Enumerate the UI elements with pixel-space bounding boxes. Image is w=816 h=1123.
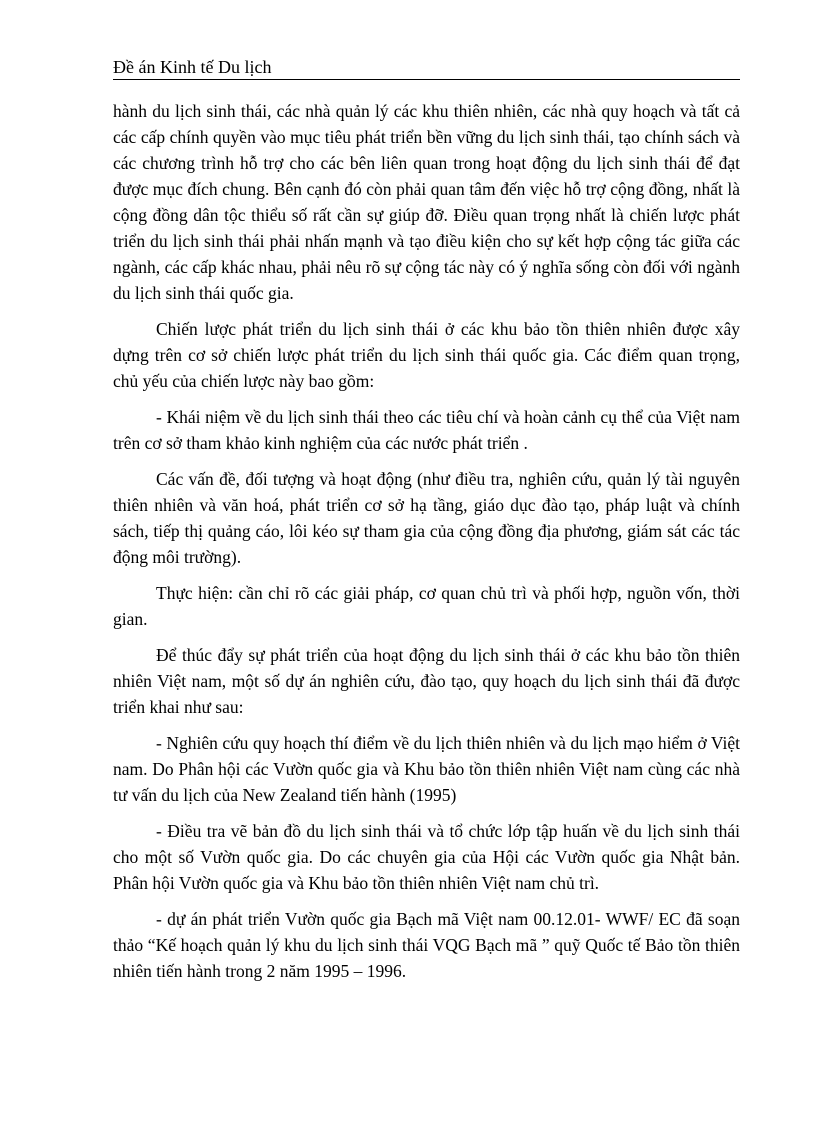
- header-rule: [113, 79, 740, 80]
- paragraph-list-item: - dự án phát triển Vườn quốc gia Bạch mã Việt nam 00.12.01- WWF/ EC đã soạn thảo “Kế hoạch quản lý khu du lịch sinh thái VQG Bạch mã ” quỹ Quốc tế Bảo tồn thiên nhiên tiến hành trong 2 năm 1995 – 1996.: [113, 909, 740, 981]
- paragraph: Thực hiện: cần chỉ rõ các giải pháp, cơ quan chủ trì và phối hợp, nguồn vốn, thời gian.: [113, 583, 740, 629]
- paragraph: Để thúc đẩy sự phát triển của hoạt động du lịch sinh thái ở các khu bảo tồn thiên nhiên Việt nam, một số dự án nghiên cứu, đào tạo, quy hoạch du lịch sinh thái đã được triển khai như sau:: [113, 645, 740, 717]
- paragraph: Các vấn đề, đối tượng và hoạt động (như điều tra, nghiên cứu, quản lý tài nguyên thiên nhiên và văn hoá, phát triển cơ sở hạ tầng, giáo dục đào tạo, pháp luật và chính sách, tiếp thị quảng cáo, lôi kéo sự tham gia của cộng đồng địa phương, giám sát các tác động môi trường).: [113, 469, 740, 567]
- header-title: Đề án Kinh tế Du lịch: [113, 57, 272, 77]
- paragraph-continuation: hành du lịch sinh thái, các nhà quản lý các khu thiên nhiên, các nhà quy hoạch và tất cả các cấp chính quyền vào mục tiêu phát triển bền vững du lịch sinh thái, tạo chính sách và các chương trình hỗ trợ cho các bên liên quan trong hoạt động du lịch sinh thái để đạt được mục đích chung. Bên cạnh đó còn phải quan tâm đến việc hỗ trợ cộng đồng, nhất là cộng đồng dân tộc thiểu số rất cần sự giúp đỡ. Điều quan trọng nhất là chiến lược phát triển du lịch sinh thái phải nhấn mạnh và tạo điều kiện cho sự kết hợp cộng tác giữa các ngành, các cấp khác nhau, phải nêu rõ sự cộng tác này có ý nghĩa sống còn đối với ngành du lịch sinh thái quốc gia.: [113, 101, 740, 303]
- page-header: [113, 56, 740, 80]
- paragraph-list-item: - Điều tra vẽ bản đồ du lịch sinh thái và tổ chức lớp tập huấn về du lịch sinh thái cho một số Vườn quốc gia. Do các chuyên gia của Hội các Vườn quốc gia Nhật bản. Phân hội Vườn quốc gia và Khu bảo tồn thiên nhiên Việt nam chủ trì.: [113, 821, 740, 893]
- document-body: [113, 98, 740, 994]
- paragraph: Chiến lược phát triển du lịch sinh thái ở các khu bảo tồn thiên nhiên được xây dựng trên cơ sở chiến lược phát triển du lịch sinh thái quốc gia. Các điểm quan trọng, chủ yếu của chiến lược này bao gồm:: [113, 319, 740, 391]
- paragraph-list-item: - Nghiên cứu quy hoạch thí điểm về du lịch thiên nhiên và du lịch mạo hiểm ở Việt nam. Do Phân hội các Vườn quốc gia và Khu bảo tồn thiên nhiên Việt nam cùng các nhà tư vấn du lịch của New Zealand tiến hành (1995): [113, 733, 740, 805]
- paragraph-list-item: - Khái niệm về du lịch sinh thái theo các tiêu chí và hoàn cảnh cụ thể của Việt nam trên cơ sở tham khảo kinh nghiệm của các nước phát triển .: [113, 407, 740, 453]
